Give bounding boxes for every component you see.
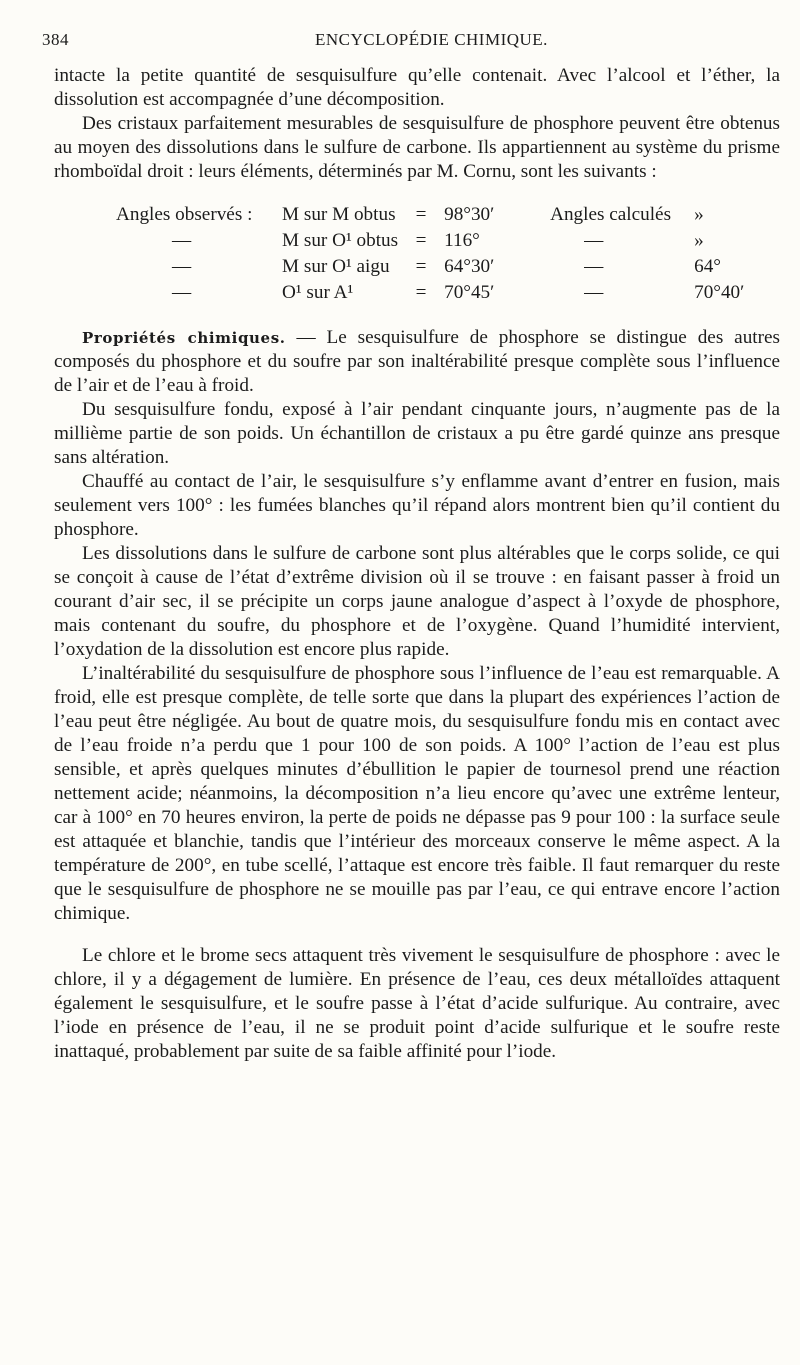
paragraph-chem-5: L’inaltérabilité du sesquisulfure de phosphore sous l’influence de l’eau est remarquable. A froid, elle est presque complète, de telle sorte que dans la plupart des expériences l’action de l’eau peut être négligée. Au bout de quatre mois, du sesquisulfure fondu mis en contact avec de l’eau froide n’a perdu que 1 pour 100 de son poids. A 100° l’action de l’eau est plus sensible, et après quelques minutes d’ébullition le papier de tournesol prend une réaction nettement acide; néanmoins, la décomposition n’a lieu encore qu’avec une extrême lenteur, car à 100° en 70 heures environ, la perte de poids ne dépasse pas 9 pour 100 : la surface seule est attaquée et blanchie, tandis que l’intérieur des morceaux conserve le même aspect. A la température de 200°, en tube scellé, l’attaque est encore très faible. Il faut remarquer du reste que le sesquisulfure de phosphore ne se mouille pas par l’eau, ce qui entrave encore l’action chimique. bbox=[54, 663, 780, 924]
calculated-label: — bbox=[584, 230, 604, 251]
face-pair: M sur M obtus bbox=[282, 204, 396, 225]
observed-angle: 116° bbox=[444, 230, 480, 251]
equals-sign: = bbox=[415, 230, 427, 251]
equals-sign: = bbox=[415, 204, 427, 225]
section-heading: Propriétés chimiques. bbox=[82, 329, 286, 347]
observed-angle: 98°30′ bbox=[444, 204, 495, 225]
angles-row bbox=[116, 228, 754, 254]
paragraph-chem-2: Du sesquisulfure fondu, exposé à l’air pendant cinquante jours, n’augmente pas de la millième partie de son poids. Un échantillon de cristaux a pu être gardé quinze ans presque sans altération. bbox=[54, 399, 780, 468]
row-label: Angles observés : bbox=[116, 204, 253, 225]
heading-dash: — bbox=[285, 327, 327, 348]
calculated-angle: 64° bbox=[694, 256, 721, 277]
running-title: ENCYCLOPÉDIE CHIMIQUE. bbox=[315, 30, 548, 49]
angles-table bbox=[116, 202, 754, 306]
page-body bbox=[54, 64, 780, 1064]
face-pair: O¹ sur A¹ bbox=[282, 282, 354, 303]
observed-angle: 64°30′ bbox=[444, 256, 495, 277]
paragraph-intro: intacte la petite quantité de sesquisulfure qu’elle contenait. Avec l’alcool et l’éther, la dissolution est accompagnée d’une décomposition. bbox=[54, 65, 780, 110]
face-pair: M sur O¹ aigu bbox=[282, 256, 390, 277]
calculated-label: Angles calculés bbox=[550, 204, 672, 225]
paragraph-chem-3: Chauffé au contact de l’air, le sesquisulfure s’y enflamme avant d’entrer en fusion, mais seulement vers 100° : les fumées blanches qu’il répand alors montrent bien qu’il contient du phosphore. bbox=[54, 471, 780, 540]
calculated-angle: » bbox=[694, 204, 704, 225]
row-label: — bbox=[172, 256, 192, 277]
angles-row bbox=[116, 254, 754, 280]
angles-row bbox=[116, 202, 754, 228]
row-label: — bbox=[172, 282, 192, 303]
paragraph-chem-4: Les dissolutions dans le sulfure de carbone sont plus altérables que le corps solide, ce qui se conçoit à cause de l’état d’extrême division où il se trouve : en faisant passer à froid un courant d’air sec, il se précipite un corps jaune analogue d’aspect à l’oxyde de phosphore, mais contenant du soufre, du phosphore et de l’oxygène. Quand l’humidité intervient, l’oxydation de la dissolution est encore plus rapide. bbox=[54, 543, 780, 660]
page-header bbox=[42, 30, 760, 56]
paragraph-crystals: Des cristaux parfaitement mesurables de sesquisulfure de phosphore peuvent être obtenus au moyen des dissolutions dans le sulfure de carbone. Ils appartiennent au système du prisme rhomboïdal droit : leurs éléments, déterminés par M. Cornu, sont les suivants : bbox=[54, 113, 780, 182]
calculated-angle: 70°40′ bbox=[694, 282, 745, 303]
paragraph-chem-1-text: Le sesquisulfure de phosphore se distingue des autres composés du phosphore et du soufre par son inaltérabilité presque complète sous l’influence de l’air et de l’eau à froid. bbox=[54, 327, 780, 396]
observed-angle: 70°45′ bbox=[444, 282, 495, 303]
page-number: 384 bbox=[42, 30, 69, 49]
face-pair: M sur O¹ obtus bbox=[282, 230, 399, 251]
paragraph-chem-1 bbox=[54, 326, 780, 398]
paragraph-chem-6: Le chlore et le brome secs attaquent très vivement le sesquisulfure de phosphore : avec le chlore, il y a dégagement de lumière. En présence de l’eau, ces deux métalloïdes attaquent également le sesquisulfure, et le soufre passe à l’état d’acide sulfurique. Au contraire, avec l’iode en présence de l’eau, il ne se produit point d’acide sulfurique et le soufre reste inattaqué, probablement par suite de sa faible affinité pour l’iode. bbox=[54, 945, 780, 1062]
calculated-label: — bbox=[584, 256, 604, 277]
angles-row bbox=[116, 280, 754, 306]
equals-sign: = bbox=[415, 282, 427, 303]
row-label: — bbox=[172, 230, 192, 251]
calculated-angle: » bbox=[694, 230, 704, 251]
calculated-label: — bbox=[584, 282, 604, 303]
equals-sign: = bbox=[415, 256, 427, 277]
